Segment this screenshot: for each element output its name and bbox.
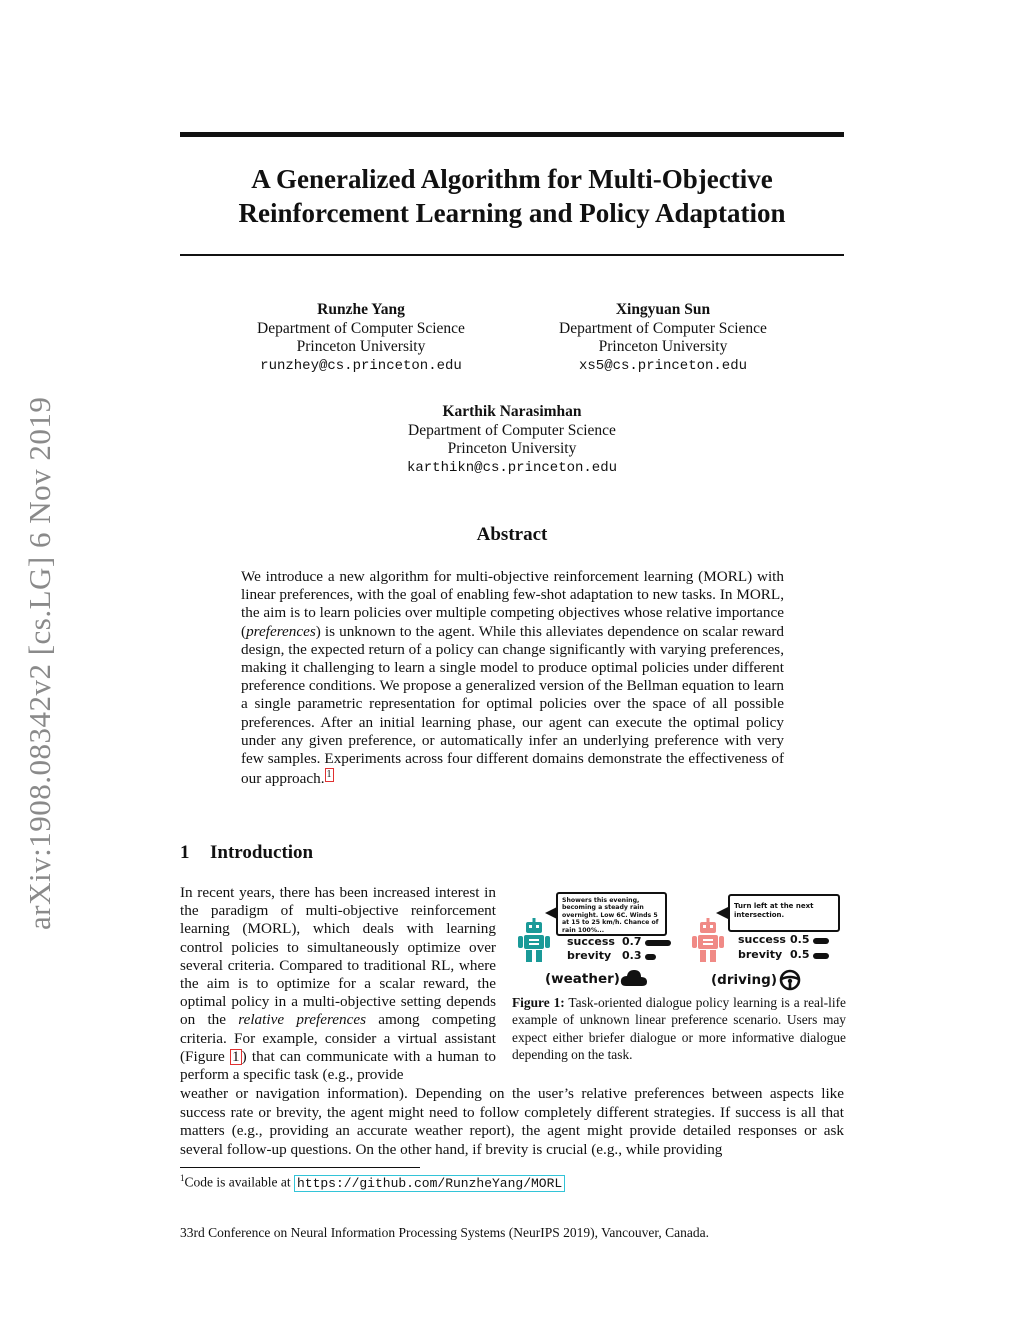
speech-bubble-weather: Showers this evening, becoming a steady rain overnight. Low 6C. Winds 5 at 15 to 25 km/h. Chance of rain 100%... xyxy=(556,892,667,936)
author-email[interactable]: karthikn@cs.princeton.edu xyxy=(406,459,618,476)
author-block xyxy=(387,403,637,477)
abstract-emphasis: preferences xyxy=(246,622,316,640)
abstract-heading: Abstract xyxy=(476,524,548,545)
metric-bar xyxy=(813,953,829,959)
metric-label: success xyxy=(567,935,615,948)
conference-footer: 33rd Conference on Neural Information Processing Systems (NeurIPS 2019), Vancouver, Canada. xyxy=(180,1225,709,1240)
metric-value: 0.3 xyxy=(622,949,642,962)
metric-bar xyxy=(645,954,656,960)
cloud-icon xyxy=(620,968,648,988)
robot-icon xyxy=(517,918,551,962)
caption-text: Task-oriented dialogue policy learning is a real-life example of unknown linear preference scenario. Users may expect either briefer dialogue or more informative dialogue depending on the task. xyxy=(512,995,846,1062)
author-name: Runzhe Yang xyxy=(317,301,405,318)
figure-caption xyxy=(512,994,846,1063)
steering-wheel-icon xyxy=(779,969,801,991)
author-name: Karthik Narasimhan xyxy=(442,403,582,420)
author-email[interactable]: xs5@cs.princeton.edu xyxy=(578,357,748,374)
author-block xyxy=(236,301,486,375)
speech-bubble-driving-text: Turn left at the next intersection. xyxy=(734,902,814,919)
code-repository-link[interactable]: https://github.com/RunzheYang/MORL xyxy=(294,1175,565,1192)
author-email[interactable]: runzhey@cs.princeton.edu xyxy=(260,357,462,374)
arxiv-identifier: arXiv:1908.08342v2 [cs.LG] 6 Nov 2019 xyxy=(22,396,57,930)
section-number: 1 xyxy=(180,842,190,863)
metric-value: 0.7 xyxy=(622,935,642,948)
metric-value: 0.5 xyxy=(790,933,810,946)
intro-emphasis: relative preferences xyxy=(238,1011,367,1029)
intro-paragraph-wrapped xyxy=(180,884,496,1084)
footnote-text: Code is available at xyxy=(184,1174,294,1190)
title-bottom-rule xyxy=(180,254,844,256)
author-department: Department of Computer Science xyxy=(559,319,767,337)
caption-label: Figure 1: xyxy=(512,995,565,1010)
metric-bar xyxy=(813,938,829,944)
intro-paragraph-continued: weather or navigation information). Depending on the user’s relative preferences between aspects like success rate or brevity, the agent might need to follow completely different strategies. If success is all that matters (e.g., providing an accurate weather report), the agent might provide detailed responses or ask several follow-up questions. On the other hand, if brevity is crucial (e.g., while providing xyxy=(180,1085,844,1158)
figure-1 xyxy=(505,888,845,993)
intro-text-2: among competing criteria. For example, consider a virtual assistant (Figure xyxy=(180,1011,496,1065)
author-university: Princeton University xyxy=(598,338,728,355)
title-line-1: A Generalized Algorithm for Multi-Objective xyxy=(251,164,773,194)
metric-label: success xyxy=(738,933,786,946)
intro-text-1: In recent years, there has been increased interest in the paradigm of multi-objective reinforcement learning (MORL), which deals with learning control policies to simultaneously optimize over several criteria. Compared to traditional RL, where the aim is to optimize for a scalar reward, the optimal policy in a multi-objective setting depends on the xyxy=(180,884,496,1029)
footnote-rule xyxy=(180,1167,420,1168)
abstract-text-1: We introduce a new algorithm for multi-objective reinforcement learning (MORL) with linear preferences, with the goal of enabling few-shot adaptation to new tasks. In MORL, the aim is to learn policies over multiple competing objectives whose relative importance ( xyxy=(241,568,784,640)
footnote xyxy=(180,1173,565,1192)
section-title: Introduction xyxy=(210,842,314,863)
metric-bar xyxy=(645,940,671,946)
footnote-link[interactable]: 1 xyxy=(326,769,332,781)
abstract-text-2: ) is unknown to the agent. While this alleviates dependence on scalar reward design, the expected return of a policy can change significantly with varying preferences, making it challenging to learn a single model to produce optimal policies under different preference conditions. We propose a generalized version of the Bellman equation to learn a single parametric representation for optimal policies over the space of all possible preferences. After an initial learning phase, our agent can execute the optimal policy under any given preference, or automatically infer an underlying preference with very few samples. Experiments across four different domains demonstrate the effectiveness of our approach. xyxy=(241,622,784,788)
figure-reference-link[interactable]: 1 xyxy=(231,1047,240,1065)
author-department: Department of Computer Science xyxy=(408,421,616,439)
title-top-rule xyxy=(180,132,844,137)
author-block xyxy=(538,301,788,375)
section-heading xyxy=(180,842,313,864)
author-department: Department of Computer Science xyxy=(257,319,465,337)
footnote-mark: 1 xyxy=(180,1173,185,1183)
metric-label: brevity xyxy=(738,948,783,961)
robot-icon xyxy=(691,918,725,962)
metric-value: 0.5 xyxy=(790,948,810,961)
metric-label: brevity xyxy=(567,949,612,962)
title-line-2: Reinforcement Learning and Policy Adaptation xyxy=(238,198,786,228)
paper-title xyxy=(180,162,844,230)
speech-bubble-driving xyxy=(728,894,840,932)
abstract-body xyxy=(241,568,784,789)
domain-tag-weather: (weather) xyxy=(545,971,620,987)
domain-tag-driving: (driving) xyxy=(711,972,777,988)
intro-text-3: ) that can communicate with a human to perform a specific task (e.g., provide xyxy=(180,1047,497,1084)
author-university: Princeton University xyxy=(296,338,426,355)
author-university: Princeton University xyxy=(447,440,577,457)
author-name: Xingyuan Sun xyxy=(615,301,711,318)
